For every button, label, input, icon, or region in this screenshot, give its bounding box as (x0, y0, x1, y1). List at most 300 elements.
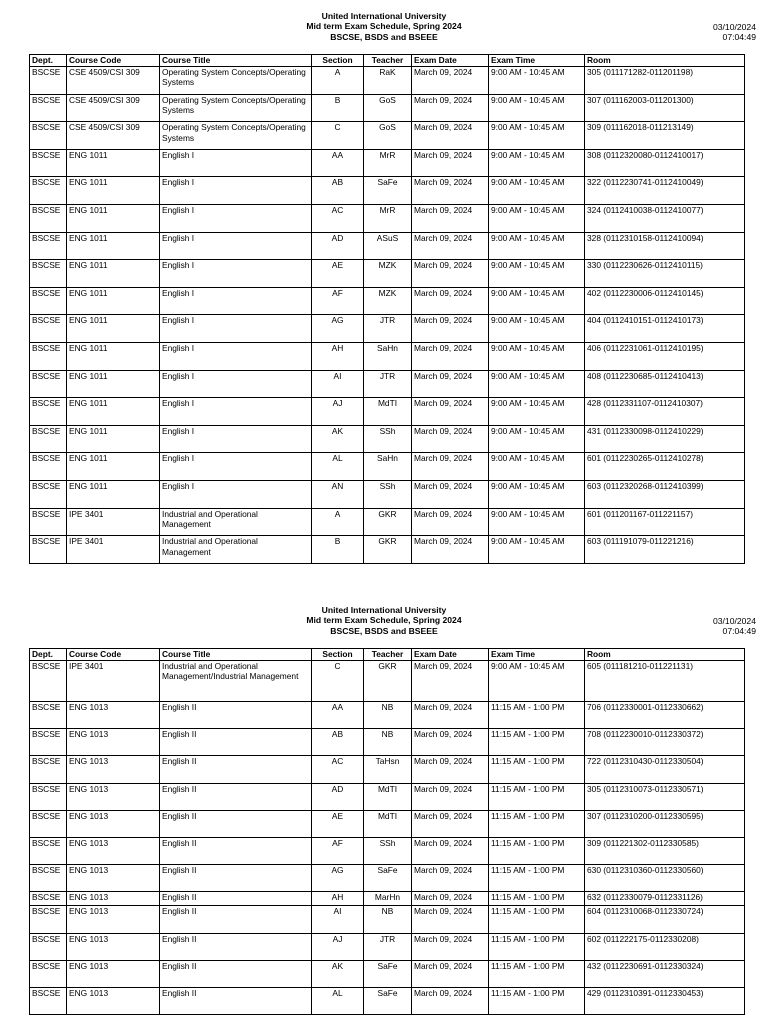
table-row (30, 960, 745, 987)
table-row (30, 756, 745, 783)
cell-course-title: English I (160, 287, 312, 315)
cell-exam-time: 11:15 AM - 1:00 PM (489, 865, 585, 892)
cell-room: 305 (011171282-011201198) (585, 67, 745, 95)
cell-course-code: ENG 1013 (67, 892, 160, 906)
cell-course-title: English II (160, 702, 312, 729)
table-row (30, 837, 745, 864)
cell-course-title: English I (160, 149, 312, 177)
cell-room: 330 (0112230626-0112410115) (585, 260, 745, 288)
cell-exam-time: 9:00 AM - 10:45 AM (489, 149, 585, 177)
table-row (30, 892, 745, 906)
cell-section: AJ (312, 933, 364, 960)
cell-exam-time: 9:00 AM - 10:45 AM (489, 453, 585, 481)
cell-course-title: Industrial and Operational Management (160, 536, 312, 564)
cell-teacher: MdTI (364, 810, 412, 837)
cell-exam-date: March 09, 2024 (412, 837, 489, 864)
cell-exam-date: March 09, 2024 (412, 425, 489, 453)
cell-course-title: English II (160, 960, 312, 987)
cell-teacher: SaFe (364, 865, 412, 892)
cell-teacher: SaFe (364, 177, 412, 205)
cell-course-code: ENG 1011 (67, 204, 160, 232)
cell-course-title: English I (160, 342, 312, 370)
table-row (30, 149, 745, 177)
cell-teacher: JTR (364, 933, 412, 960)
cell-exam-time: 9:00 AM - 10:45 AM (489, 260, 585, 288)
cell-exam-date: March 09, 2024 (412, 232, 489, 260)
cell-room: 428 (0112331107-0112410307) (585, 398, 745, 426)
table-row (30, 204, 745, 232)
cell-exam-date: March 09, 2024 (412, 453, 489, 481)
cell-teacher: GKR (364, 536, 412, 564)
cell-exam-time: 11:15 AM - 1:00 PM (489, 810, 585, 837)
programs-line: BSCSE, BSDS and BSEEE (330, 625, 438, 636)
cell-exam-date: March 09, 2024 (412, 729, 489, 756)
cell-section: AG (312, 865, 364, 892)
cell-room: 706 (0112330001-0112330662) (585, 702, 745, 729)
cell-course-code: ENG 1011 (67, 342, 160, 370)
cell-course-title: English II (160, 810, 312, 837)
col-header-room: Room (585, 55, 745, 67)
page2-schedule-table (29, 648, 745, 1015)
cell-section: AB (312, 729, 364, 756)
cell-teacher: MrR (364, 204, 412, 232)
cell-section: AD (312, 232, 364, 260)
cell-exam-time: 9:00 AM - 10:45 AM (489, 425, 585, 453)
cell-teacher: MrR (364, 149, 412, 177)
cell-teacher: MdTI (364, 783, 412, 810)
cell-course-title: English II (160, 783, 312, 810)
cell-course-title: English II (160, 729, 312, 756)
cell-course-title: Industrial and Operational Management (160, 508, 312, 536)
table-row (30, 865, 745, 892)
cell-course-title: Operating System Concepts/Operating Systems (160, 122, 312, 150)
cell-exam-date: March 09, 2024 (412, 94, 489, 122)
cell-course-code: CSE 4509/CSI 309 (67, 94, 160, 122)
cell-section: A (312, 67, 364, 95)
cell-exam-time: 9:00 AM - 10:45 AM (489, 287, 585, 315)
cell-room: 603 (0112320268-0112410399) (585, 480, 745, 508)
cell-dept: BSCSE (30, 260, 67, 288)
cell-room: 305 (0112310073-0112330571) (585, 783, 745, 810)
cell-course-code: ENG 1013 (67, 837, 160, 864)
cell-section: AG (312, 315, 364, 343)
cell-section: AB (312, 177, 364, 205)
table-row (30, 315, 745, 343)
cell-course-code: ENG 1013 (67, 729, 160, 756)
cell-course-title: English I (160, 480, 312, 508)
cell-exam-date: March 09, 2024 (412, 260, 489, 288)
cell-dept: BSCSE (30, 67, 67, 95)
cell-section: C (312, 661, 364, 702)
cell-course-code: ENG 1011 (67, 453, 160, 481)
schedule-title: Mid term Exam Schedule, Spring 2024 (306, 615, 462, 626)
cell-dept: BSCSE (30, 783, 67, 810)
cell-exam-date: March 09, 2024 (412, 204, 489, 232)
cell-teacher: JTR (364, 370, 412, 398)
col-header-exam-time: Exam Time (489, 649, 585, 661)
cell-exam-time: 9:00 AM - 10:45 AM (489, 342, 585, 370)
cell-section: AK (312, 425, 364, 453)
cell-dept: BSCSE (30, 661, 67, 702)
cell-teacher: GoS (364, 94, 412, 122)
cell-teacher: JTR (364, 315, 412, 343)
cell-course-code: IPE 3401 (67, 536, 160, 564)
cell-exam-time: 11:15 AM - 1:00 PM (489, 892, 585, 906)
cell-course-title: English II (160, 892, 312, 906)
cell-course-code: ENG 1011 (67, 232, 160, 260)
table-row (30, 933, 745, 960)
cell-dept: BSCSE (30, 149, 67, 177)
cell-teacher: NB (364, 906, 412, 933)
cell-dept: BSCSE (30, 892, 67, 906)
cell-dept: BSCSE (30, 398, 67, 426)
cell-course-code: ENG 1013 (67, 756, 160, 783)
cell-section: AE (312, 260, 364, 288)
cell-course-title: English II (160, 837, 312, 864)
cell-exam-time: 9:00 AM - 10:45 AM (489, 661, 585, 702)
cell-course-code: ENG 1011 (67, 149, 160, 177)
cell-dept: BSCSE (30, 453, 67, 481)
cell-room: 324 (0112410038-0112410077) (585, 204, 745, 232)
cell-exam-date: March 09, 2024 (412, 177, 489, 205)
cell-dept: BSCSE (30, 94, 67, 122)
cell-teacher: SaFe (364, 960, 412, 987)
table-row (30, 425, 745, 453)
cell-exam-date: March 09, 2024 (412, 810, 489, 837)
cell-course-code: CSE 4509/CSI 309 (67, 67, 160, 95)
page1-timestamp (713, 22, 756, 43)
cell-section: AF (312, 837, 364, 864)
cell-section: B (312, 94, 364, 122)
cell-course-code: ENG 1013 (67, 906, 160, 933)
table-row (30, 122, 745, 150)
table-row (30, 729, 745, 756)
cell-course-code: ENG 1011 (67, 177, 160, 205)
cell-teacher: NB (364, 729, 412, 756)
cell-exam-time: 9:00 AM - 10:45 AM (489, 398, 585, 426)
cell-teacher: SaHn (364, 342, 412, 370)
cell-exam-date: March 09, 2024 (412, 661, 489, 702)
cell-exam-time: 11:15 AM - 1:00 PM (489, 933, 585, 960)
cell-exam-time: 11:15 AM - 1:00 PM (489, 906, 585, 933)
col-header-exam-time: Exam Time (489, 55, 585, 67)
header-row (30, 649, 745, 661)
cell-room: 432 (0112230691-0112330324) (585, 960, 745, 987)
cell-exam-date: March 09, 2024 (412, 67, 489, 95)
cell-exam-time: 9:00 AM - 10:45 AM (489, 177, 585, 205)
university-name: United International University (321, 605, 447, 615)
table-row (30, 67, 745, 95)
cell-section: AH (312, 342, 364, 370)
print-time: 07:04:49 (722, 32, 756, 43)
cell-course-code: ENG 1013 (67, 987, 160, 1014)
cell-dept: BSCSE (30, 122, 67, 150)
cell-exam-time: 9:00 AM - 10:45 AM (489, 508, 585, 536)
cell-section: A (312, 508, 364, 536)
col-header-dept: Dept. (30, 649, 67, 661)
cell-course-title: English II (160, 865, 312, 892)
cell-exam-date: March 09, 2024 (412, 122, 489, 150)
cell-exam-time: 9:00 AM - 10:45 AM (489, 480, 585, 508)
cell-teacher: MZK (364, 260, 412, 288)
cell-exam-time: 11:15 AM - 1:00 PM (489, 756, 585, 783)
cell-course-title: English I (160, 315, 312, 343)
cell-section: AL (312, 987, 364, 1014)
page1-schedule-table (29, 54, 745, 564)
cell-dept: BSCSE (30, 810, 67, 837)
table-row (30, 906, 745, 933)
cell-teacher: RaK (364, 67, 412, 95)
cell-course-code: ENG 1013 (67, 865, 160, 892)
cell-room: 604 (0112310068-0112330724) (585, 906, 745, 933)
cell-room: 630 (0112310360-0112330560) (585, 865, 745, 892)
table-row (30, 702, 745, 729)
cell-exam-date: March 09, 2024 (412, 149, 489, 177)
cell-dept: BSCSE (30, 287, 67, 315)
cell-course-title: English I (160, 204, 312, 232)
cell-exam-date: March 09, 2024 (412, 933, 489, 960)
programs-line: BSCSE, BSDS and BSEEE (330, 31, 438, 42)
cell-course-code: IPE 3401 (67, 508, 160, 536)
cell-room: 406 (0112231061-0112410195) (585, 342, 745, 370)
table-row (30, 398, 745, 426)
cell-section: AF (312, 287, 364, 315)
cell-room: 309 (011221302-0112330585) (585, 837, 745, 864)
cell-section: AE (312, 810, 364, 837)
cell-exam-time: 11:15 AM - 1:00 PM (489, 702, 585, 729)
table-row (30, 342, 745, 370)
table-row (30, 987, 745, 1014)
cell-exam-date: March 09, 2024 (412, 987, 489, 1014)
cell-exam-date: March 09, 2024 (412, 702, 489, 729)
print-date: 03/10/2024 (712, 22, 756, 32)
cell-course-code: ENG 1013 (67, 702, 160, 729)
table-row (30, 536, 745, 564)
col-header-section: Section (312, 649, 364, 661)
page2-timestamp (713, 616, 756, 637)
cell-exam-date: March 09, 2024 (412, 756, 489, 783)
cell-course-title: English I (160, 398, 312, 426)
page2-title-block (0, 605, 768, 636)
cell-dept: BSCSE (30, 933, 67, 960)
cell-section: AA (312, 149, 364, 177)
cell-section: AJ (312, 398, 364, 426)
cell-course-code: ENG 1013 (67, 933, 160, 960)
cell-dept: BSCSE (30, 204, 67, 232)
cell-section: AI (312, 370, 364, 398)
cell-room: 601 (011201167-011221157) (585, 508, 745, 536)
cell-exam-time: 9:00 AM - 10:45 AM (489, 94, 585, 122)
cell-dept: BSCSE (30, 508, 67, 536)
cell-room: 402 (0112230006-0112410145) (585, 287, 745, 315)
cell-teacher: SaFe (364, 987, 412, 1014)
cell-teacher: MZK (364, 287, 412, 315)
cell-dept: BSCSE (30, 756, 67, 783)
cell-teacher: SSh (364, 837, 412, 864)
cell-section: AC (312, 756, 364, 783)
cell-course-code: ENG 1011 (67, 370, 160, 398)
table-row (30, 287, 745, 315)
cell-course-title: Industrial and Operational Management/Industrial Management (160, 661, 312, 702)
cell-room: 328 (0112310158-0112410094) (585, 232, 745, 260)
cell-exam-time: 11:15 AM - 1:00 PM (489, 960, 585, 987)
table-row (30, 232, 745, 260)
cell-course-code: ENG 1011 (67, 315, 160, 343)
cell-course-title: English II (160, 756, 312, 783)
cell-room: 307 (011162003-011201300) (585, 94, 745, 122)
cell-course-title: Operating System Concepts/Operating Systems (160, 94, 312, 122)
cell-exam-date: March 09, 2024 (412, 370, 489, 398)
cell-teacher: MarHn (364, 892, 412, 906)
cell-teacher: GoS (364, 122, 412, 150)
col-header-exam-date: Exam Date (412, 649, 489, 661)
cell-teacher: SaHn (364, 453, 412, 481)
table-row (30, 177, 745, 205)
cell-exam-time: 9:00 AM - 10:45 AM (489, 536, 585, 564)
col-header-course-code: Course Code (67, 649, 160, 661)
cell-exam-time: 11:15 AM - 1:00 PM (489, 729, 585, 756)
cell-teacher: NB (364, 702, 412, 729)
table-row (30, 370, 745, 398)
cell-exam-date: March 09, 2024 (412, 536, 489, 564)
col-header-exam-date: Exam Date (412, 55, 489, 67)
cell-teacher: TaHsn (364, 756, 412, 783)
cell-dept: BSCSE (30, 906, 67, 933)
cell-exam-date: March 09, 2024 (412, 315, 489, 343)
cell-course-title: English I (160, 260, 312, 288)
cell-course-title: English I (160, 453, 312, 481)
cell-course-title: Operating System Concepts/Operating Systems (160, 67, 312, 95)
cell-exam-date: March 09, 2024 (412, 865, 489, 892)
cell-course-code: CSE 4509/CSI 309 (67, 122, 160, 150)
cell-dept: BSCSE (30, 960, 67, 987)
cell-course-code: ENG 1013 (67, 960, 160, 987)
cell-dept: BSCSE (30, 232, 67, 260)
cell-room: 429 (0112310391-0112330453) (585, 987, 745, 1014)
cell-exam-date: March 09, 2024 (412, 398, 489, 426)
cell-dept: BSCSE (30, 342, 67, 370)
cell-exam-date: March 09, 2024 (412, 783, 489, 810)
cell-exam-date: March 09, 2024 (412, 287, 489, 315)
cell-room: 431 (0112330098-0112410229) (585, 425, 745, 453)
cell-exam-time: 9:00 AM - 10:45 AM (489, 122, 585, 150)
table-row (30, 810, 745, 837)
cell-dept: BSCSE (30, 370, 67, 398)
col-header-teacher: Teacher (364, 55, 412, 67)
cell-section: AA (312, 702, 364, 729)
cell-exam-time: 11:15 AM - 1:00 PM (489, 837, 585, 864)
cell-room: 404 (0112410151-0112410173) (585, 315, 745, 343)
cell-dept: BSCSE (30, 702, 67, 729)
cell-dept: BSCSE (30, 987, 67, 1014)
cell-teacher: GKR (364, 508, 412, 536)
cell-course-code: IPE 3401 (67, 661, 160, 702)
print-date: 03/10/2024 (712, 616, 756, 626)
cell-course-title: English II (160, 906, 312, 933)
cell-course-code: ENG 1013 (67, 783, 160, 810)
cell-exam-time: 11:15 AM - 1:00 PM (489, 783, 585, 810)
cell-dept: BSCSE (30, 315, 67, 343)
cell-section: AC (312, 204, 364, 232)
cell-teacher: GKR (364, 661, 412, 702)
cell-exam-date: March 09, 2024 (412, 480, 489, 508)
page1-title-block (0, 11, 768, 42)
cell-course-code: ENG 1013 (67, 810, 160, 837)
cell-exam-date: March 09, 2024 (412, 960, 489, 987)
cell-section: B (312, 536, 364, 564)
cell-room: 708 (0112230010-0112330372) (585, 729, 745, 756)
cell-dept: BSCSE (30, 177, 67, 205)
university-name: United International University (321, 11, 447, 21)
table-row (30, 661, 745, 702)
table-row (30, 783, 745, 810)
cell-exam-time: 9:00 AM - 10:45 AM (489, 232, 585, 260)
cell-room: 307 (0112310200-0112330595) (585, 810, 745, 837)
cell-room: 632 (0112330079-0112331126) (585, 892, 745, 906)
cell-exam-time: 9:00 AM - 10:45 AM (489, 204, 585, 232)
cell-course-title: English I (160, 177, 312, 205)
cell-course-code: ENG 1011 (67, 287, 160, 315)
table-row (30, 453, 745, 481)
cell-exam-time: 9:00 AM - 10:45 AM (489, 370, 585, 398)
cell-dept: BSCSE (30, 837, 67, 864)
cell-course-code: ENG 1011 (67, 480, 160, 508)
cell-exam-time: 9:00 AM - 10:45 AM (489, 315, 585, 343)
table-row (30, 260, 745, 288)
cell-room: 309 (011162018-011213149) (585, 122, 745, 150)
cell-section: AI (312, 906, 364, 933)
cell-exam-time: 11:15 AM - 1:00 PM (489, 987, 585, 1014)
col-header-room: Room (585, 649, 745, 661)
schedule-title: Mid term Exam Schedule, Spring 2024 (306, 21, 462, 32)
cell-course-title: English I (160, 232, 312, 260)
cell-exam-time: 9:00 AM - 10:45 AM (489, 67, 585, 95)
cell-dept: BSCSE (30, 480, 67, 508)
col-header-course-title: Course Title (160, 649, 312, 661)
table-row (30, 94, 745, 122)
cell-dept: BSCSE (30, 536, 67, 564)
cell-dept: BSCSE (30, 425, 67, 453)
print-time: 07:04:49 (722, 626, 756, 637)
cell-room: 601 (0112230265-0112410278) (585, 453, 745, 481)
cell-teacher: MdTI (364, 398, 412, 426)
table-row (30, 508, 745, 536)
cell-exam-date: March 09, 2024 (412, 906, 489, 933)
cell-room: 408 (0112230685-0112410413) (585, 370, 745, 398)
cell-room: 308 (0112320080-0112410017) (585, 149, 745, 177)
cell-course-title: English II (160, 933, 312, 960)
cell-room: 605 (011181210-011221131) (585, 661, 745, 702)
col-header-teacher: Teacher (364, 649, 412, 661)
cell-course-code: ENG 1011 (67, 398, 160, 426)
cell-room: 322 (0112230741-0112410049) (585, 177, 745, 205)
cell-exam-date: March 09, 2024 (412, 508, 489, 536)
col-header-dept: Dept. (30, 55, 67, 67)
cell-teacher: SSh (364, 425, 412, 453)
cell-course-code: ENG 1011 (67, 425, 160, 453)
col-header-course-code: Course Code (67, 55, 160, 67)
cell-section: AN (312, 480, 364, 508)
cell-course-title: English II (160, 987, 312, 1014)
cell-section: AK (312, 960, 364, 987)
cell-dept: BSCSE (30, 729, 67, 756)
cell-exam-date: March 09, 2024 (412, 342, 489, 370)
cell-room: 722 (0112310430-0112330504) (585, 756, 745, 783)
cell-section: AL (312, 453, 364, 481)
col-header-course-title: Course Title (160, 55, 312, 67)
col-header-section: Section (312, 55, 364, 67)
cell-dept: BSCSE (30, 865, 67, 892)
